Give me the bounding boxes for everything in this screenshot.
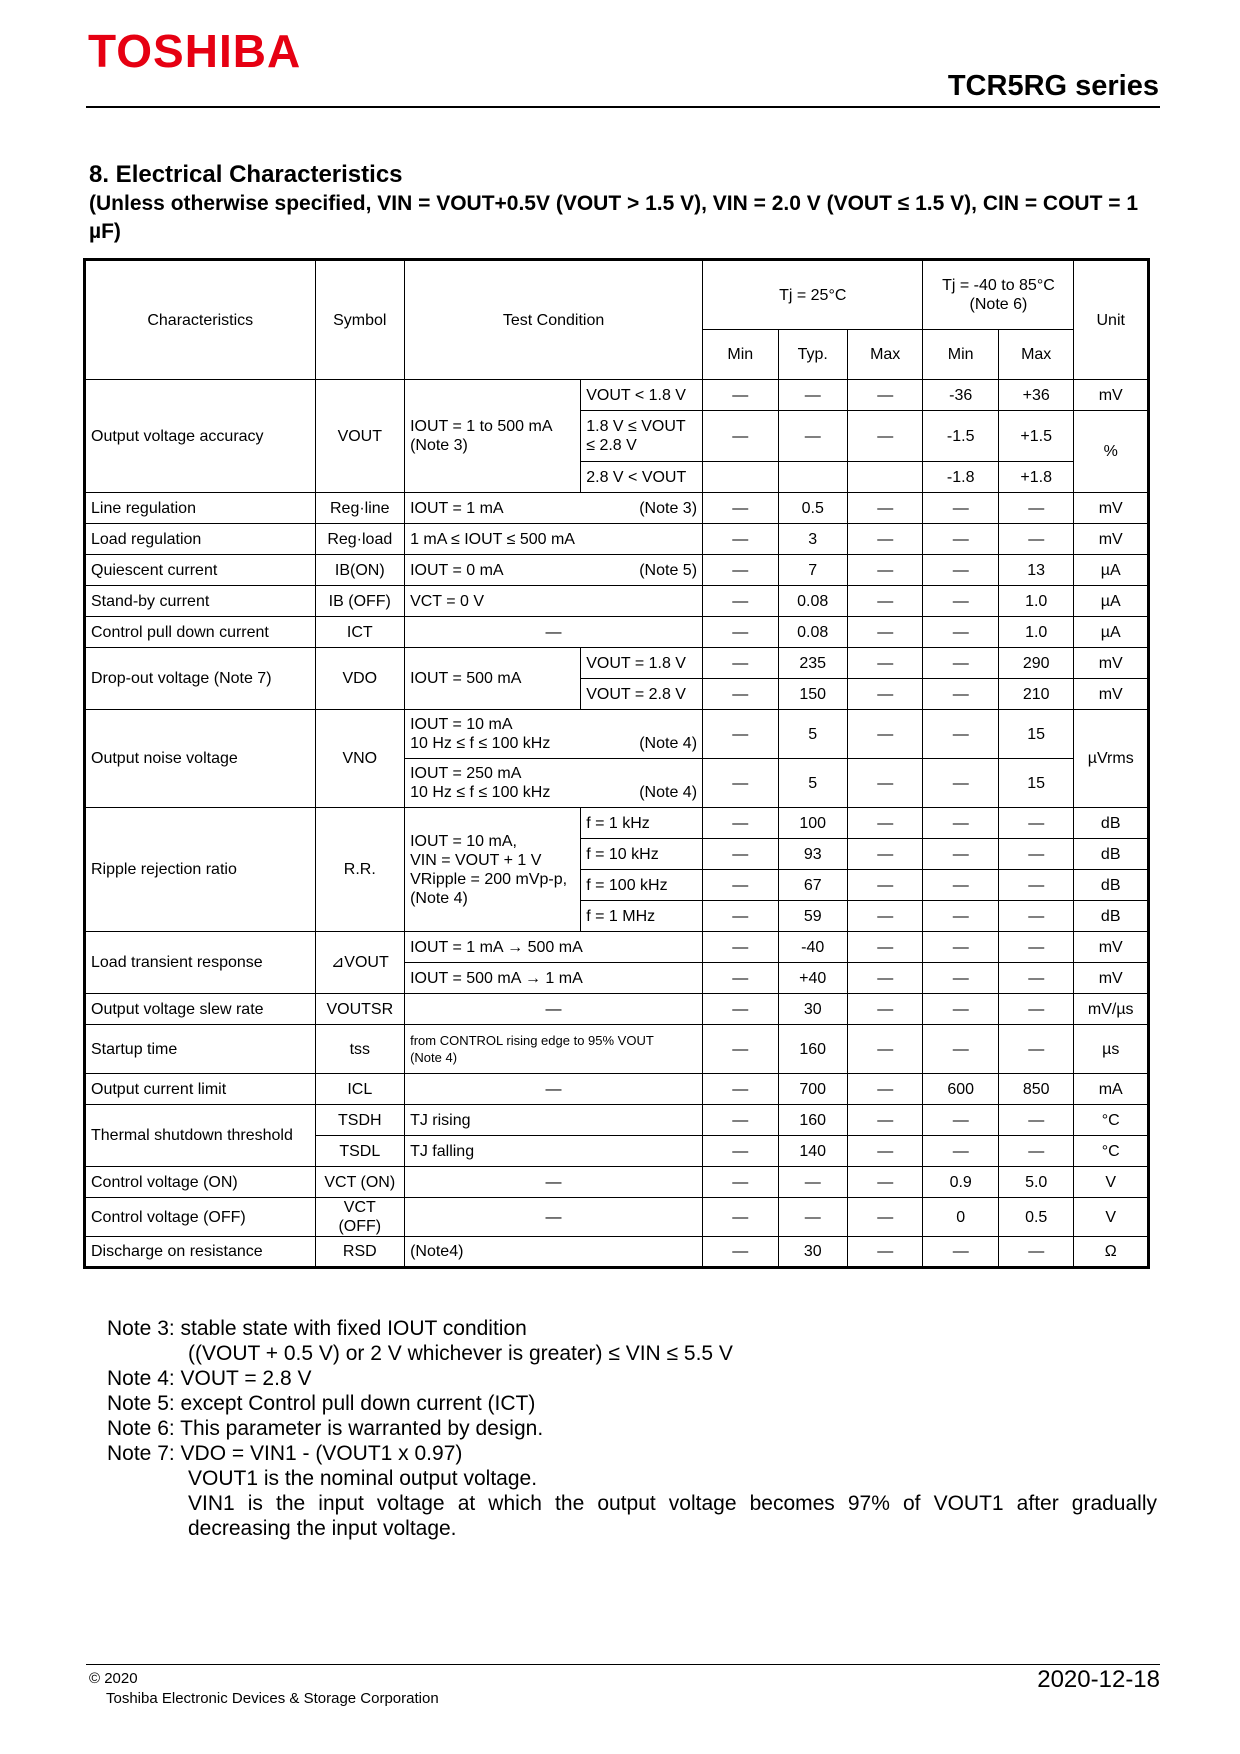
col-test-condition: Test Condition — [405, 260, 703, 380]
footer-date: 2020-12-18 — [1037, 1666, 1160, 1693]
table-row: Control pull down current ICT — — 0.08 — — 1.0 µA — [85, 617, 1149, 648]
table-row: Output voltage accuracy VOUT IOUT = 1 to 500 mA (Note 3) VOUT < 1.8 V — — — -36 +36 mV — [85, 380, 1149, 411]
note-7-line-2: VIN1 is the input voltage at which the output voltage becomes 97% of VOUT1 after gradually — [188, 1492, 1157, 1515]
table-row: f = 1 MHz — 59 — — — dB — [85, 901, 1149, 932]
note-4: Note 4: VOUT = 2.8 V — [107, 1367, 312, 1390]
table-row: 1.8 V ≤ VOUT ≤ 2.8 V — — — -1.5 +1.5 % — [85, 411, 1149, 462]
test-conditions: (Unless otherwise specified, VIN = VOUT+0.5V (VOUT > 1.5 V), VIN = 2.0 V (VOUT ≤ 1.5 V), CIN = COUT = 1 µF) — [89, 192, 1139, 243]
note-7-line-1: VOUT1 is the nominal output voltage. — [188, 1467, 538, 1490]
table-row: Line regulation Reg·line IOUT = 1 mA (Note 3) — 0.5 — — — mV — [85, 493, 1149, 524]
col-typ: Typ. — [778, 330, 847, 380]
table-row: Stand-by current IB (OFF) VCT = 0 V — 0.08 — — 1.0 µA — [85, 586, 1149, 617]
footer-divider — [86, 1664, 1160, 1665]
note-3: Note 3: stable state with fixed IOUT condition — [107, 1317, 527, 1340]
table-row: Thermal shutdown threshold TSDH TJ rising — 160 — — — °C — [85, 1105, 1149, 1136]
table-row: Drop-out voltage (Note 7) VDO IOUT = 500 mA VOUT = 1.8 V — 235 — — 290 mV — [85, 648, 1149, 679]
col-max2: Max — [998, 330, 1074, 380]
header-divider — [86, 106, 1160, 108]
table-row: Output noise voltage VNO IOUT = 10 mA 10 Hz ≤ f ≤ 100 kHz (Note 4) — 5 — — 15 µVrms — [85, 710, 1149, 759]
table-row: Load regulation Reg·load 1 mA ≤ IOUT ≤ 500 mA — 3 — — — mV — [85, 524, 1149, 555]
table-row: Quiescent current IB(ON) IOUT = 0 mA (Note 5) — 7 — — 13 µA — [85, 555, 1149, 586]
table-row: Output current limit ICL — — 700 — 600 850 mA — [85, 1074, 1149, 1105]
table-row: f = 100 kHz — 67 — — — dB — [85, 870, 1149, 901]
note-5: Note 5: except Control pull down current (ICT) — [107, 1392, 536, 1415]
electrical-characteristics-table — [83, 258, 1150, 1269]
note-6: Note 6: This parameter is warranted by design. — [107, 1417, 544, 1440]
col-tj-25: Tj = 25°C — [703, 260, 923, 330]
table-row: Output voltage slew rate VOUTSR — — 30 — — — mV/µs — [85, 994, 1149, 1025]
col-min2: Min — [923, 330, 998, 380]
table-row: IOUT = 500 mA → 1 mA — +40 — — — mV — [85, 963, 1149, 994]
col-max: Max — [847, 330, 923, 380]
table-row: 2.8 V < VOUT -1.8 +1.8 — [85, 462, 1149, 493]
col-unit: Unit — [1074, 260, 1149, 380]
section-title: 8. Electrical Characteristics — [89, 161, 403, 188]
table-row: Ripple rejection ratio R.R. IOUT = 10 mA, VIN = VOUT + 1 V VRipple = 200 mVp-p, (Note 4) f = 1 kHz — 100 — — — dB — [85, 808, 1149, 839]
table-row: VOUT = 2.8 V — 150 — — 210 mV — [85, 679, 1149, 710]
table-row: Load transient response ⊿VOUT IOUT = 1 mA → 500 mA — -40 — — — mV — [85, 932, 1149, 963]
table-row: Startup time tss from CONTROL rising edge to 95% VOUT (Note 4) — 160 — — — µs — [85, 1025, 1149, 1074]
table-row: Discharge on resistance RSD (Note4) — 30 — — — Ω — [85, 1237, 1149, 1268]
series-title: TCR5RG series — [947, 70, 1159, 102]
table-row: Control voltage (OFF) VCT (OFF) — — — — 0 0.5 V — [85, 1198, 1149, 1237]
col-min: Min — [703, 330, 778, 380]
table-row: Control voltage (ON) VCT (ON) — — — — 0.9 5.0 V — [85, 1167, 1149, 1198]
table-row: f = 10 kHz — 93 — — — dB — [85, 839, 1149, 870]
table-row: TSDL TJ falling — 140 — — — °C — [85, 1136, 1149, 1167]
notes — [107, 1316, 1157, 1541]
col-symbol: Symbol — [315, 260, 405, 380]
toshiba-logo: TOSHIBA — [88, 25, 302, 77]
table-row: IOUT = 250 mA 10 Hz ≤ f ≤ 100 kHz (Note 4) — 5 — — 15 — [85, 759, 1149, 808]
footer-copyright: © 2020 Toshiba Electronic Devices & Storage Corporation — [89, 1670, 439, 1707]
col-characteristics: Characteristics — [85, 260, 316, 380]
note-7-line-3: decreasing the input voltage. — [188, 1517, 457, 1540]
note-7: Note 7: VDO = VIN1 - (VOUT1 x 0.97) — [107, 1442, 463, 1465]
note-3-condition: ((VOUT + 0.5 V) or 2 V whichever is greater) ≤ VIN ≤ 5.5 V — [188, 1342, 733, 1365]
col-tj-range: Tj = -40 to 85°C (Note 6) — [923, 260, 1074, 330]
